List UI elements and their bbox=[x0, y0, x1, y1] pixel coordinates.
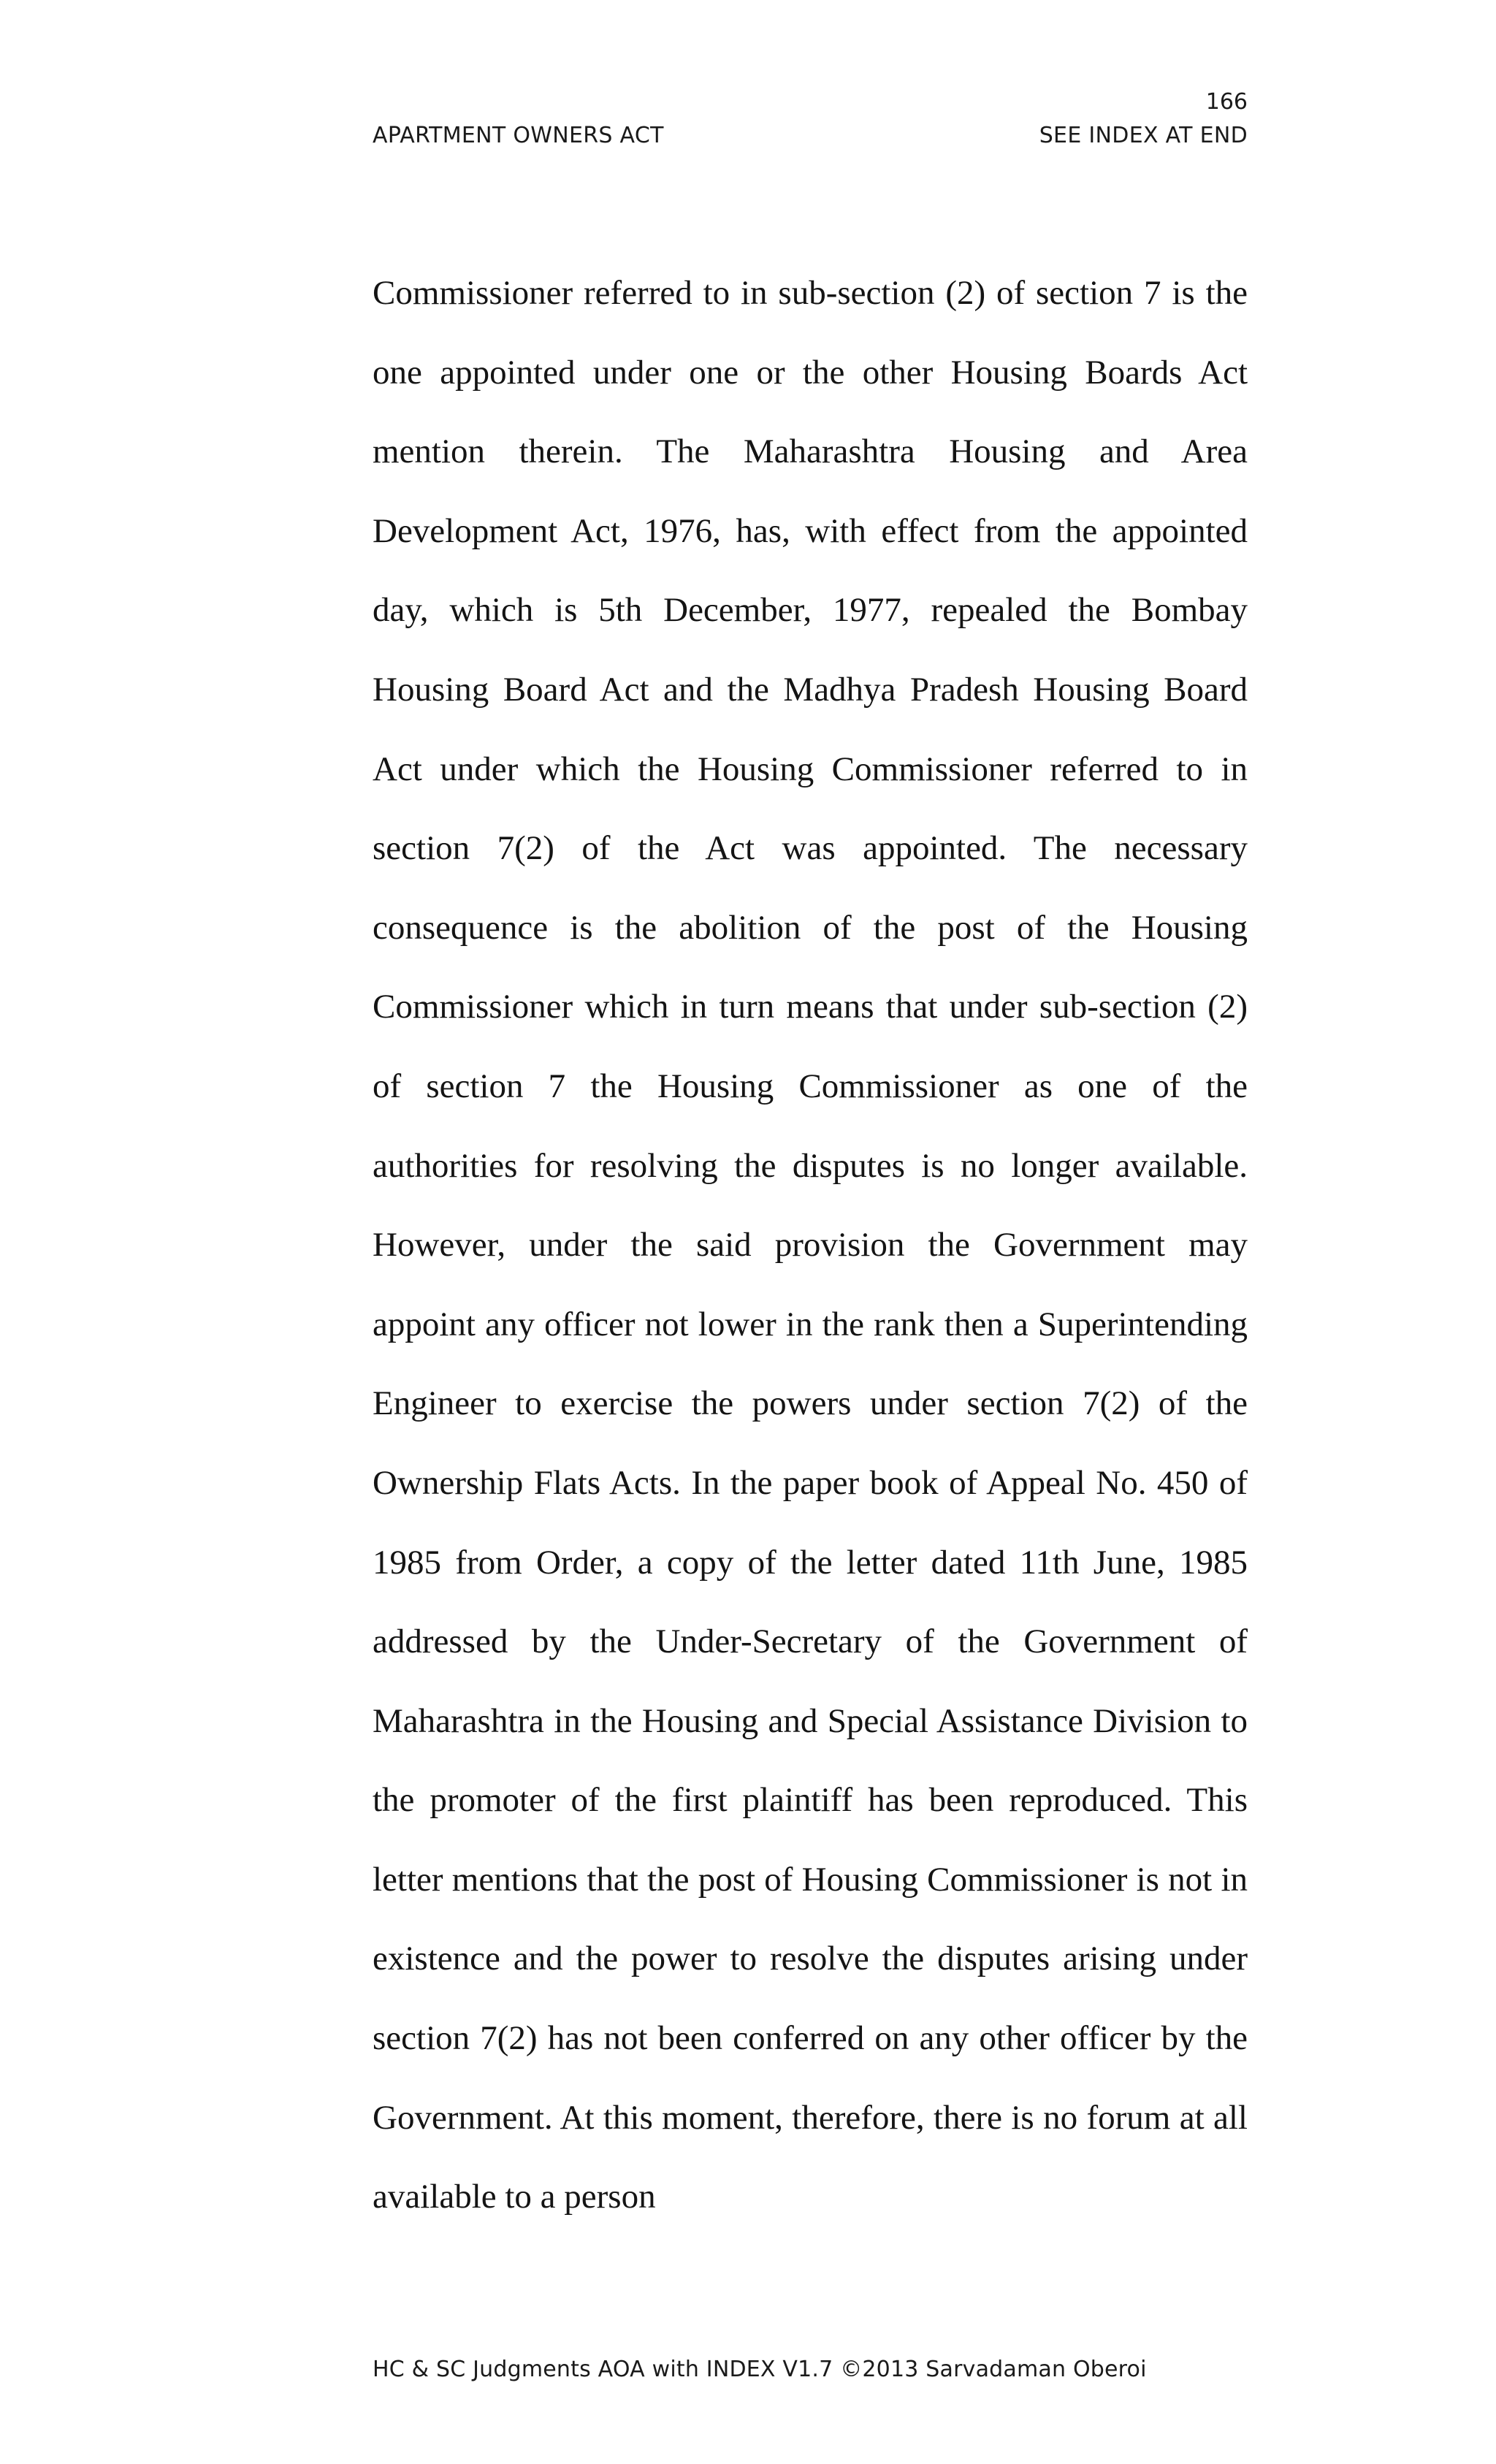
page-number: 166 bbox=[1205, 89, 1248, 115]
running-header bbox=[373, 123, 1248, 148]
page-footer: HC & SC Judgments AOA with INDEX V1.7 ©2013 Sarvadaman Oberoi bbox=[373, 2357, 1147, 2382]
header-title: APARTMENT OWNERS ACT bbox=[373, 123, 664, 148]
body-paragraph: Commissioner referred to in sub-section (2) of section 7 is the one appointed under one or the other Housing Boards Act mention therein. The Maharashtra Housing and Area Development Act, 1976, has, with effect from the appointed day, which is 5th December, 1977, repealed the Bombay Housing Board Act and the Madhya Pradesh Housing Board Act under which the Housing Commissioner referred to in section 7(2) of the Act was appointed. The necessary consequence is the abolition of the post of the Housing Commissioner which in turn means that under sub-section (2) of section 7 the Housing Commissioner as one of the authorities for resolving the disputes is no longer available. However, under the said provision the Government may appoint any officer not lower in the rank then a Superintending Engineer to exercise the powers under section 7(2) of the Ownership Flats Acts. In the paper book of Appeal No. 450 of 1985 from Order, a copy of the letter dated 11th June, 1985 addressed by the Under-Secretary of the Government of Maharashtra in the Housing and Special Assistance Division to the promoter of the first plaintiff has been reproduced. This letter mentions that the post of Housing Commissioner is not in existence and the power to resolve the disputes arising under section 7(2) has not been conferred on any other officer by the Government. At this moment, therefore, there is no forum at all available to a person bbox=[373, 274, 1248, 2216]
header-index-note: SEE INDEX AT END bbox=[1039, 123, 1248, 148]
